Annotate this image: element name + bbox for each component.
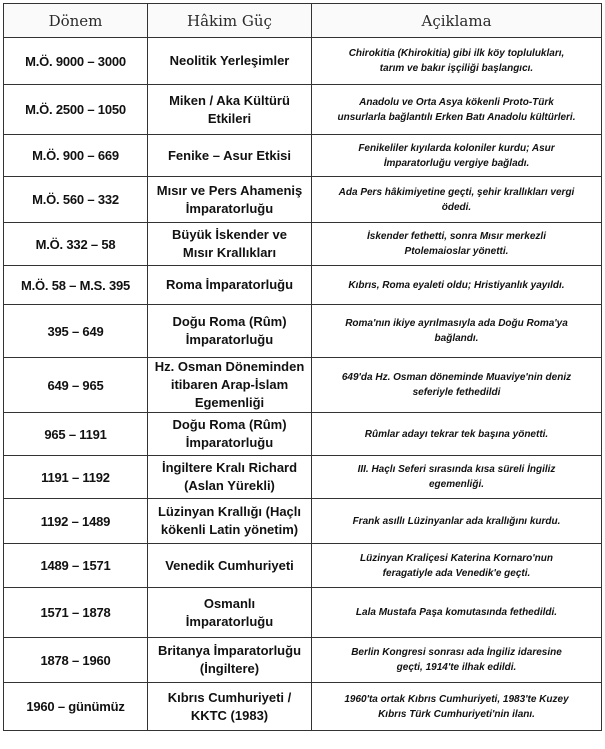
ruling-power-cell: Fenike – Asur Etkisi [148, 135, 312, 177]
ruling-power-cell: Miken / Aka Kültürü Etkileri [148, 85, 312, 135]
description-cell: 1960'ta ortak Kıbrıs Cumhuriyeti, 1983'te Kuzey Kıbrıs Türk Cumhuriyeti'nin ilanı. [312, 683, 602, 731]
ruling-power-cell: Roma İmparatorluğu [148, 266, 312, 305]
table-row [4, 135, 602, 177]
table-row [4, 456, 602, 499]
ruling-power-cell: Kıbrıs Cumhuriyeti / KKTC (1983) [148, 683, 312, 731]
period-cell: M.Ö. 58 – M.S. 395 [4, 266, 148, 305]
cyprus-history-table [3, 3, 602, 731]
ruling-power-cell: Doğu Roma (Rûm) İmparatorluğu [148, 413, 312, 456]
description-cell: Anadolu ve Orta Asya kökenli Proto-Türk unsurlarla bağlantılı Erken Batı Anadolu kültürleri. [312, 85, 602, 135]
ruling-power-cell: Britanya İmparatorluğu (İngiltere) [148, 638, 312, 683]
period-cell: 1191 – 1192 [4, 456, 148, 499]
description-cell: Berlin Kongresi sonrası ada İngiliz idaresine geçti, 1914'te ilhak edildi. [312, 638, 602, 683]
period-cell: 395 – 649 [4, 305, 148, 358]
table-row [4, 544, 602, 588]
period-cell: M.Ö. 9000 – 3000 [4, 38, 148, 85]
ruling-power-cell: Lüzinyan Krallığı (Haçlı kökenli Latin yönetim) [148, 499, 312, 544]
description-cell: Roma'nın ikiye ayrılmasıyla ada Doğu Roma'ya bağlandı. [312, 305, 602, 358]
ruling-power-cell: Hz. Osman Döneminden itibaren Arap-İslam Egemenliği [148, 358, 312, 413]
ruling-power-cell: Neolitik Yerleşimler [148, 38, 312, 85]
table-row [4, 85, 602, 135]
description-cell: Lala Mustafa Paşa komutasında fethedildi. [312, 588, 602, 638]
history-table-container [3, 3, 601, 747]
table-row [4, 588, 602, 638]
description-cell: Kıbrıs, Roma eyaleti oldu; Hristiyanlık yayıldı. [312, 266, 602, 305]
description-cell: Lüzinyan Kraliçesi Katerina Kornaro'nun feragatiyle ada Venedik'e geçti. [312, 544, 602, 588]
table-row [4, 413, 602, 456]
period-cell: 965 – 1191 [4, 413, 148, 456]
ruling-power-cell: İngiltere Kralı Richard (Aslan Yürekli) [148, 456, 312, 499]
period-cell: 1571 – 1878 [4, 588, 148, 638]
ruling-power-cell: Doğu Roma (Rûm) İmparatorluğu [148, 305, 312, 358]
description-cell: Chirokitia (Khirokitia) gibi ilk köy toplulukları, tarım ve bakır işçiliği başlangıcı. [312, 38, 602, 85]
description-cell: 649'da Hz. Osman döneminde Muaviye'nin deniz seferiyle fethedildi [312, 358, 602, 413]
table-row [4, 499, 602, 544]
description-cell: Frank asıllı Lüzinyanlar ada krallığını kurdu. [312, 499, 602, 544]
period-cell: 1878 – 1960 [4, 638, 148, 683]
table-body [4, 38, 602, 731]
table-header-row [4, 4, 602, 38]
period-cell: 1960 – günümüz [4, 683, 148, 731]
table-row [4, 305, 602, 358]
period-cell: M.Ö. 2500 – 1050 [4, 85, 148, 135]
description-cell: İskender fethetti, sonra Mısır merkezli Ptolemaioslar yönetti. [312, 223, 602, 266]
ruling-power-cell: Osmanlı İmparatorluğu [148, 588, 312, 638]
table-row [4, 177, 602, 223]
description-cell: III. Haçlı Seferi sırasında kısa süreli İngiliz egemenliği. [312, 456, 602, 499]
table-row [4, 266, 602, 305]
description-cell: Rûmlar adayı tekrar tek başına yönetti. [312, 413, 602, 456]
table-row [4, 683, 602, 731]
table-row [4, 223, 602, 266]
table-row [4, 638, 602, 683]
column-header-description: Açiklama [312, 4, 602, 38]
description-cell: Ada Pers hâkimiyetine geçti, şehir krallıkları vergi ödedi. [312, 177, 602, 223]
table-row [4, 358, 602, 413]
ruling-power-cell: Büyük İskender ve Mısır Krallıkları [148, 223, 312, 266]
period-cell: 1192 – 1489 [4, 499, 148, 544]
ruling-power-cell: Venedik Cumhuriyeti [148, 544, 312, 588]
column-header-period: Dönem [4, 4, 148, 38]
description-cell: Fenikeliler kıyılarda koloniler kurdu; Asur İmparatorluğu vergiye bağladı. [312, 135, 602, 177]
period-cell: M.Ö. 900 – 669 [4, 135, 148, 177]
period-cell: M.Ö. 332 – 58 [4, 223, 148, 266]
ruling-power-cell: Mısır ve Pers Ahameniş İmparatorluğu [148, 177, 312, 223]
table-row [4, 38, 602, 85]
period-cell: M.Ö. 560 – 332 [4, 177, 148, 223]
column-header-power: Hâkim Güç [148, 4, 312, 38]
period-cell: 649 – 965 [4, 358, 148, 413]
period-cell: 1489 – 1571 [4, 544, 148, 588]
